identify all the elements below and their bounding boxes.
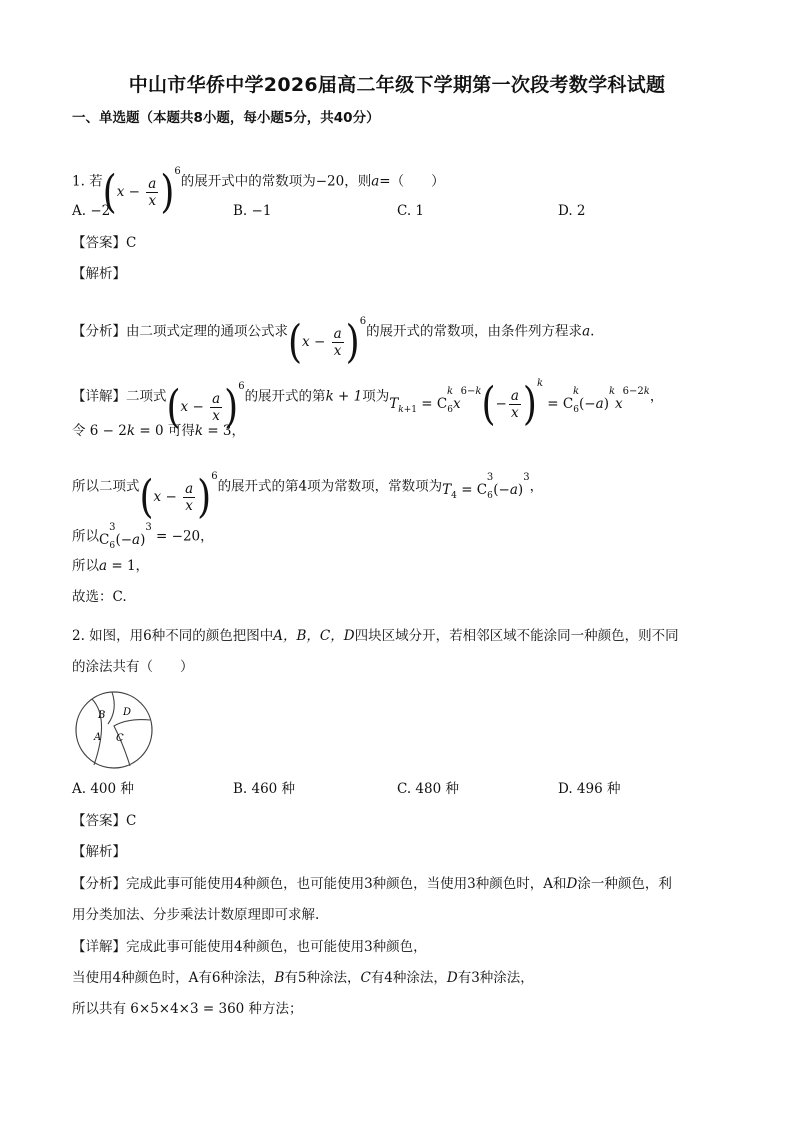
q1-choice-b: B. −1 [233, 203, 272, 219]
q1-fenxi-expr: (x − $\frac{a}{x}$ )$^6$ [288, 316, 367, 368]
q1-suoyi-3: 所以a = 1， [72, 558, 150, 574]
q1-number: 1. 若 [72, 173, 103, 190]
q2-dang: 当使用4种颜色时，A有6种涂法，B有5种涂法，C有4种涂法，D有3种涂法， [72, 970, 534, 986]
q2-fenxi-2: 用分类加法、分步乘法计数原理即可求解. [72, 907, 320, 923]
q2-fenxi-1: 【分析】完成此事可能使用4种颜色，也可能使用3种颜色，当使用3种颜色时，A和D涂一种颜色，利 [72, 876, 672, 892]
q2-suoyi: 所以共有 6×5×4×3 = 360 种方法； [72, 1001, 303, 1017]
q1-analysis-label: 【解析】 [72, 266, 126, 282]
q1-suoyi-2: 所以$C_6^3(-a)^3 = -20$， [72, 522, 214, 551]
section-heading: 一、单选题（本题共8小题，每小题5分，共40分） [72, 110, 380, 126]
region-label-b: B [98, 710, 106, 721]
q1-choice-d: D. 2 [558, 203, 586, 219]
q1-suoyi-1: 所以二项式(x − $\frac{a}{x}$ )$^6$的展开式的第4项为常数项，常数项为$T_4 = C_6^3(-a)^3$， [72, 455, 543, 499]
q1-xiangjie: 【详解】二项式(x − $\frac{a}{x}$ )$^6$的展开式的第k + 1项为$T_{k+1} = C_6^kx^{6-k}(-$ $\frac{a}{x}$ )$^k = C_6^k(-a)^kx^{6-2k}$， [72, 362, 663, 406]
q1-binomial-expr: (x − $\frac{a}{x}$ )$^6$ [102, 166, 181, 218]
q1-constant-term: $T_4 = C_6^3(-a)^3$ [442, 472, 530, 501]
q2-choice-b: B. 460 种 [233, 781, 296, 797]
q1-ling: 令 6 − 2k = 0 可得k = 3， [72, 423, 246, 439]
q1-guxuan: 故选：C. [72, 589, 127, 605]
q1-choice-c: C. 1 [397, 203, 425, 219]
q2-answer: 【答案】C [72, 813, 137, 829]
q2-region-diagram [72, 688, 156, 772]
question-2-line-1: 2. 如图，用6种不同的颜色把图中A，B，C，D四块区域分开，若相邻区域不能涂同一种颜色，则不同 [72, 628, 679, 644]
question-2-line-2: 的涂法共有（ ） [72, 659, 194, 675]
question-1: 1. 若(x − $\frac{a}{x}$ )$^6$的展开式中的常数项为−20，则a=（ ） [72, 150, 445, 194]
region-label-a: A [94, 732, 102, 743]
q1-answer: 【答案】C [72, 235, 137, 251]
q1-choice-a: A. −2 [72, 203, 111, 219]
page-title: 中山市华侨中学2026届高二年级下学期第一次段考数学科试题 [128, 74, 666, 96]
q1-fenxi: 【分析】由二项式定理的通项公式求(x − $\frac{a}{x}$ )$^6$的展开式的常数项，由条件列方程求a. [72, 300, 594, 344]
q2-choice-d: D. 496 种 [558, 781, 621, 797]
region-label-c: C [116, 733, 124, 744]
q2-choice-a: A. 400 种 [72, 781, 134, 797]
q2-choice-c: C. 480 种 [397, 781, 459, 797]
region-label-d: D [123, 707, 132, 718]
q2-analysis-label: 【解析】 [72, 844, 126, 860]
divider-bd [108, 692, 114, 724]
q1-general-term: $T_{k+1} = C_6^kx^{6-k}(-$ $\frac{a}{x}$ )$^k = C_6^k(-a)^kx^{6-2k}$ [389, 378, 650, 430]
q2-xiangjie: 【详解】完成此事可能使用4种颜色，也可能使用3种颜色， [72, 939, 427, 955]
